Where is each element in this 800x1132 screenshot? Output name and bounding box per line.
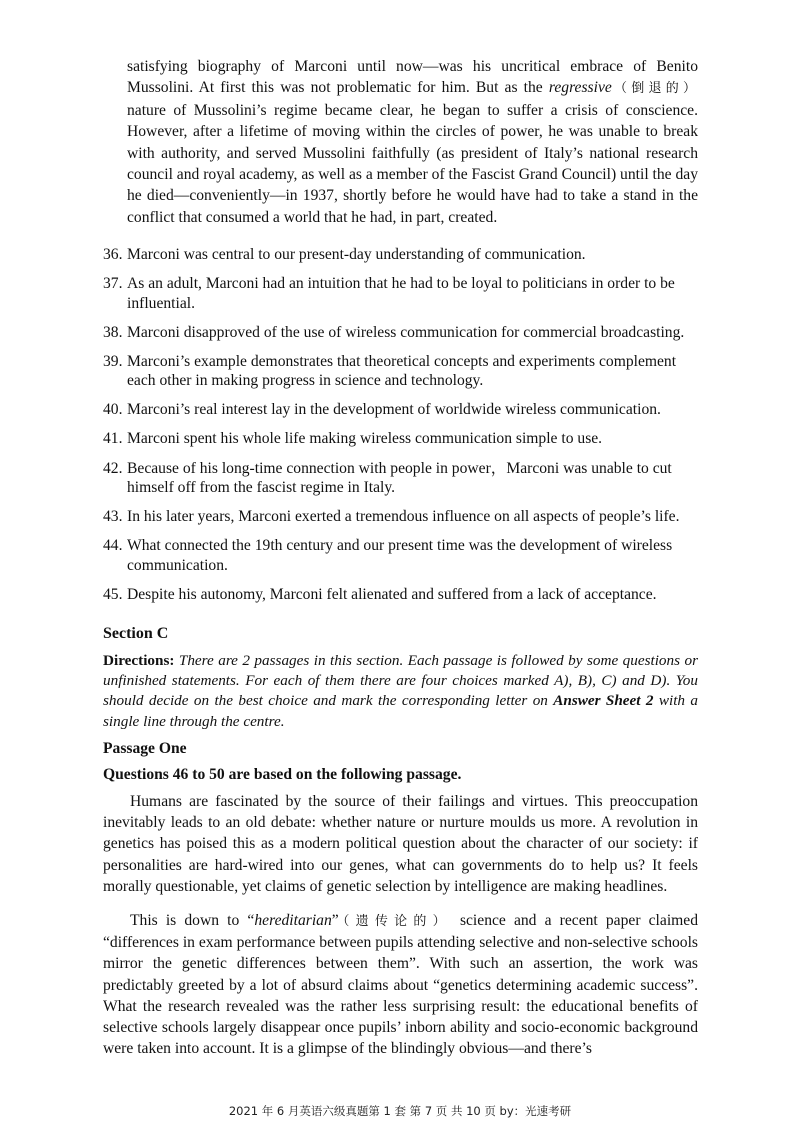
statement-text: Marconi’s real interest lay in the development of worldwide wireless communication. — [127, 401, 661, 419]
page-footer: 2021 年 6 月英语六级真题第 1 套 第 7 页 共 10 页 by：光速考研 — [228, 1104, 572, 1118]
section-title: Section C — [103, 625, 169, 642]
statement-number: 44. — [103, 537, 123, 555]
intro-text-2: nature of Mussolini’s regime became clear, he began to suffer a crisis of conscience. However, after a lifetime of moving within the circles of power, he was unable to break with authority, and served Mussolini faithfully (as president of Italy’s national research council and royal academy, as well as a member of the Fascist Grand Council) until the day he died—conveniently—in 1937, shortly before he would have had to take a stand in the conflict that consumed a world that he had, in part, created. — [127, 101, 699, 226]
statement-item — [103, 352, 703, 391]
p2-quote-end: ” — [331, 912, 339, 929]
statement-number: 41. — [103, 430, 123, 448]
statement-item — [103, 585, 703, 605]
regressive-gloss: （倒退的） — [611, 81, 698, 97]
statement-text: Marconi disapproved of the use of wireless communication for commercial broadcasting. — [127, 323, 685, 341]
statement-list — [103, 245, 703, 614]
regressive-word: regressive — [548, 79, 612, 97]
directions — [103, 651, 698, 732]
statement-text: Despite his autonomy, Marconi felt alienated and suffered from a lack of acceptance. — [127, 585, 657, 603]
p2-rest: science and a recent paper claimed “differences in exam performance between pupils attending selective and non-selective schools mirror the genetic differences between them”. With such an assertion, the work was predictably greeted by a lot of absurd claims about “genetics determining academic success”. What the research revealed was the rather less surprising result: the educational benefits of selective schools largely disappear once pupils’ inborn ability and socio-economic background were taken into account. It is a glimpse of the blindingly obvious—and there’s — [103, 912, 698, 1058]
statement-text: Because of his long-time connection with people in power，Marconi was unable to cut himself off from the fascist regime in Italy. — [127, 459, 672, 497]
statement-text: Marconi’s example demonstrates that theoretical concepts and experiments complement each other in making progress in science and technology. — [127, 352, 677, 390]
statement-text: As an adult, Marconi had an intuition that he had to be loyal to politicians in order to be influential. — [127, 275, 675, 312]
intro-paragraph — [127, 56, 698, 228]
statement-text: In his later years, Marconi exerted a tremendous influence on all aspects of people’s life. — [127, 508, 680, 526]
statement-number: 43. — [103, 508, 123, 526]
directions-end: with a single line through the centre. — [103, 692, 698, 730]
statement-text: Marconi spent his whole life making wireless communication simple to use. — [127, 430, 603, 448]
hereditarian-gloss: （遗传论的） — [338, 914, 452, 929]
questions-heading: Questions 46 to 50 are based on the following passage. — [103, 766, 462, 783]
p2-start: This is down to “ — [130, 912, 255, 929]
statement-item — [103, 274, 703, 313]
statement-text: What connected the 19th century and our present time was the development of wireless communication. — [127, 537, 673, 574]
statement-item — [103, 245, 703, 265]
directions-text: There are 2 passages in this section. Each passage is followed by some questions or unfinished statements. For each of them there are four choices marked A), B), C) and D). You should decide on the best choice and mark the corresponding letter on — [103, 652, 698, 710]
passage-title: Passage One — [103, 740, 187, 757]
answer-sheet-label: Answer Sheet 2 — [553, 692, 654, 710]
passage-paragraph-2 — [103, 910, 698, 1059]
statement-item — [103, 400, 703, 420]
statement-number: 40. — [103, 401, 123, 419]
statement-number: 39. — [103, 352, 123, 370]
intro-text-1: satisfying biography of Marconi until now—was his uncritical embrace of Benito Mussolini. At first this was not problematic for him. But as the — [127, 58, 698, 97]
statement-item — [103, 459, 703, 498]
statement-number: 38. — [103, 323, 123, 341]
statement-number: 36. — [103, 246, 123, 263]
statement-number: 42. — [103, 459, 123, 477]
statement-number: 45. — [103, 585, 123, 603]
passage-paragraph-1: Humans are fascinated by the source of their failings and virtues. This preoccupation inevitably leads to an old debate: whether nature or nurture moulds us more. A revolution in genetics has poised this as a modern political question about the character of our society: if personalities are hard-wired into our genes, what can governments do to help us? It feels morally questionable, yet claims of genetic selection by intelligence are making headlines. — [103, 793, 698, 895]
statement-item — [103, 536, 703, 575]
statement-item — [103, 429, 703, 449]
statement-text: Marconi was central to our present-day understanding of communication. — [127, 246, 586, 263]
directions-label: Directions: — [103, 652, 175, 669]
statement-item — [103, 507, 703, 527]
hereditarian-word: hereditarian — [254, 912, 332, 929]
statement-number: 37. — [103, 275, 123, 293]
statement-item — [103, 323, 703, 343]
